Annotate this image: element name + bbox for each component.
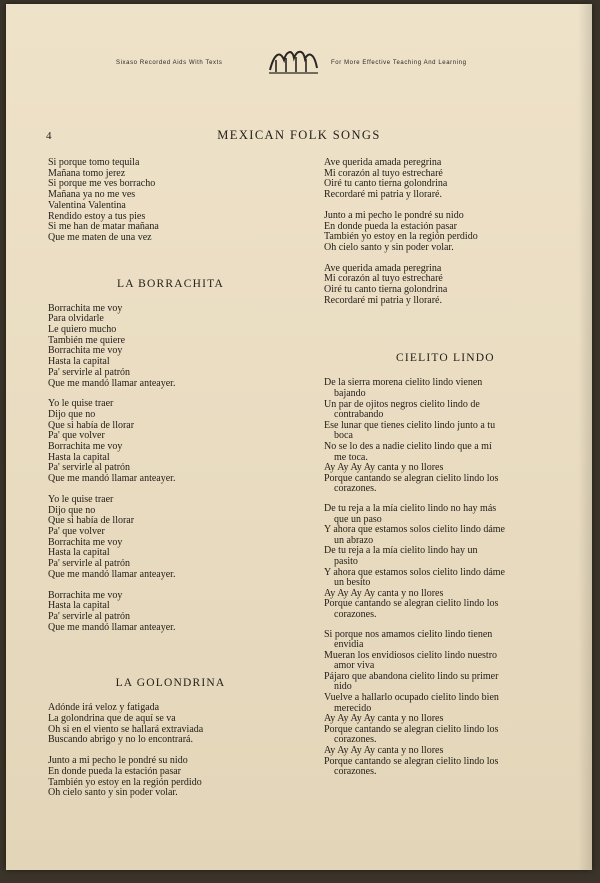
lyric-line bbox=[324, 693, 571, 714]
golondrina-cont-verse-1 bbox=[324, 158, 571, 201]
lyric-line bbox=[324, 568, 571, 589]
lyric-line: Pa' servirle al patrón bbox=[48, 610, 131, 622]
lyric-line: Borrachita me voy bbox=[48, 441, 123, 453]
lyric-line bbox=[324, 400, 571, 421]
lyric-line: Borrachita me voy bbox=[48, 345, 123, 357]
lyric-line: Oh cielo santo y sin poder volar. bbox=[324, 241, 454, 253]
lyric-line-text: De tu reja a la mía cielito lindo no hay más bbox=[324, 502, 497, 514]
lyric-line: Pa' que volver bbox=[48, 430, 105, 442]
lyric-line bbox=[324, 504, 571, 525]
lyric-line: En donde pueda la estación pasar bbox=[324, 220, 458, 232]
lyric-line: Que me mandó llamar anteayer. bbox=[48, 377, 176, 389]
lyric-line: Valentina Valentina bbox=[48, 199, 126, 211]
page-title: MEXICAN FOLK SONGS bbox=[217, 128, 381, 142]
lyric-line-text: Y ahora que estamos solos cielito lindo dáme bbox=[324, 566, 505, 578]
lyric-line-continuation: un besito bbox=[334, 577, 371, 589]
lyric-line-text: De la sierra morena cielito lindo vienen bbox=[324, 377, 483, 389]
lyric-line: También yo estoy en la región perdido bbox=[324, 231, 478, 243]
lyric-line: Junto a mi pecho le pondré su nido bbox=[48, 755, 188, 767]
golondrina-cont-verse-3 bbox=[324, 264, 571, 307]
lyric-line: También yo estoy en la región perdido bbox=[48, 776, 202, 788]
lyric-line: Dijo que no bbox=[48, 504, 96, 516]
lyric-line: Que me mandó llamar anteayer. bbox=[48, 568, 176, 580]
header-left-text: Sixaso Recorded Aids With Texts bbox=[116, 60, 223, 66]
header-right-text: For More Effective Teaching And Learning bbox=[331, 60, 467, 66]
lyric-line-continuation: envidia bbox=[334, 639, 364, 651]
lyric-line-continuation: corazones. bbox=[334, 608, 377, 620]
lyric-line: Borrachita me voy bbox=[48, 589, 123, 601]
lyric-line-text: Y ahora que estamos solos cielito lindo dáme bbox=[324, 524, 505, 536]
cielito-verse-2 bbox=[324, 504, 571, 621]
lyric-line-text: Porque cantando se alegran cielito lindo los bbox=[324, 472, 499, 484]
cielito-verse-1 bbox=[324, 378, 571, 495]
lyric-line bbox=[324, 525, 571, 546]
song-title-cielito-lindo: CIELITO LINDO bbox=[396, 352, 495, 365]
lyric-line: Mi corazón al tuyo estrecharé bbox=[324, 167, 443, 179]
lyric-line-text: Porque cantando se alegran cielito lindo los bbox=[324, 723, 499, 735]
song-title-borrachita: LA BORRACHITA bbox=[116, 277, 224, 290]
page-number: 4 bbox=[46, 130, 52, 142]
lyric-line-text: Ay Ay Ay Ay canta y no llores bbox=[324, 462, 444, 474]
lyric-line-text: Ese lunar que tienes cielito lindo junto a tu bbox=[324, 419, 496, 431]
song-title-golondrina: LA GOLONDRINA bbox=[115, 677, 226, 690]
lyric-line bbox=[324, 599, 571, 620]
lyric-line: Oh cielo santo y sin poder volar. bbox=[48, 787, 178, 799]
borrachita-verse-1 bbox=[48, 304, 293, 390]
lyric-line-text: Porque cantando se alegran cielito lindo los bbox=[324, 755, 499, 767]
lyric-line: Si porque tomo tequila bbox=[48, 157, 140, 168]
lyric-line-continuation: me toca. bbox=[334, 451, 368, 463]
lyric-line: Pa' servirle al patrón bbox=[48, 366, 131, 378]
lyric-line-text: Ay Ay Ay Ay canta y no llores bbox=[324, 713, 444, 725]
lyric-line bbox=[324, 651, 571, 672]
lyric-line-continuation: boca bbox=[334, 430, 353, 442]
lyric-line: Adónde irá veloz y fatigada bbox=[48, 702, 160, 714]
lyric-line bbox=[324, 442, 571, 463]
lyric-line: Yo le quise traer bbox=[48, 398, 114, 410]
cielito-lindo-lyrics bbox=[324, 378, 571, 777]
lyric-line: Borrachita me voy bbox=[48, 536, 123, 548]
lyric-line: Mañana ya no me ves bbox=[48, 189, 136, 201]
lyric-line-continuation: amor viva bbox=[334, 660, 375, 672]
lyric-line: Si porque me ves borracho bbox=[48, 178, 156, 190]
borrachita-verse-4 bbox=[48, 591, 293, 634]
lyric-line bbox=[324, 757, 571, 778]
lyric-line-continuation: nido bbox=[334, 681, 352, 693]
lyric-line bbox=[324, 421, 571, 442]
lyric-line: La golondrina que de aquí se va bbox=[48, 713, 176, 725]
golondrina-verse-2 bbox=[48, 756, 293, 799]
lyric-line bbox=[324, 725, 571, 746]
lyric-line: Pa' servirle al patrón bbox=[48, 462, 131, 474]
lyric-line-text: Pájaro que abandona cielito lindo su primer bbox=[324, 670, 499, 682]
lyric-line: Dijo que no bbox=[48, 408, 96, 420]
lyric-line-continuation: que un paso bbox=[334, 513, 382, 525]
lyric-line-text: Mueran los envidiosos cielito lindo nuestro bbox=[324, 649, 498, 661]
lyric-line bbox=[324, 546, 571, 567]
lyric-line: Para olvidarle bbox=[48, 313, 104, 325]
golondrina-verse-1 bbox=[48, 703, 293, 746]
cielito-verse-3 bbox=[324, 630, 571, 778]
lyric-line: Ave querida amada peregrina bbox=[324, 262, 442, 274]
lyric-line: Oh si en el viento se hallará extraviada bbox=[48, 723, 204, 735]
lyric-line: Que si había de llorar bbox=[48, 419, 135, 431]
lyric-line: Oiré tu canto tierna golondrina bbox=[324, 284, 448, 296]
lyric-line-continuation: corazones. bbox=[334, 483, 377, 495]
lyric-line-text: Ay Ay Ay Ay canta y no llores bbox=[324, 587, 444, 599]
lyric-line: Hasta la capital bbox=[48, 547, 110, 559]
lyric-line: Oiré tu canto tierna golondrina bbox=[324, 178, 448, 190]
lyric-line-continuation: contrabando bbox=[334, 409, 384, 421]
golondrina-cont-verse-2 bbox=[324, 211, 571, 254]
lyric-line: Recordaré mi patria y lloraré. bbox=[324, 294, 442, 306]
lyric-line-continuation: corazones. bbox=[334, 734, 377, 746]
right-column bbox=[324, 158, 571, 787]
lyric-line: Borrachita me voy bbox=[48, 302, 123, 314]
lyric-line: Hasta la capital bbox=[48, 356, 110, 368]
lyric-line-text: Un par de ojitos negros cielito lindo de bbox=[324, 398, 480, 410]
lyric-line: Rendido estoy a tus pies bbox=[48, 210, 146, 222]
lyric-line-continuation: un abrazo bbox=[334, 534, 374, 546]
lyric-line: Mañana tomo jerez bbox=[48, 167, 126, 179]
lyric-line: Mi corazón al tuyo estrecharé bbox=[324, 273, 443, 285]
lyric-line: Que me maten de una vez bbox=[48, 231, 152, 243]
lyric-line: Si me han de matar mañana bbox=[48, 221, 159, 233]
lyric-line-text: Ay Ay Ay Ay canta y no llores bbox=[324, 745, 444, 757]
lyric-line-text: Vuelve a hallarlo ocupado cielito lindo bien bbox=[324, 692, 499, 704]
lyric-line-continuation: pasito bbox=[334, 555, 358, 567]
lyric-line: Pa' servirle al patrón bbox=[48, 558, 131, 570]
lyric-line: Recordaré mi patria y lloraré. bbox=[324, 189, 442, 201]
lyric-line bbox=[324, 672, 571, 693]
lyric-line bbox=[324, 378, 571, 399]
lyric-line: Que me mandó llamar anteayer. bbox=[48, 473, 176, 485]
lyric-line: También me quiere bbox=[48, 334, 126, 346]
intro-verse bbox=[48, 158, 293, 244]
left-column bbox=[48, 158, 293, 809]
lyric-line: Hasta la capital bbox=[48, 600, 110, 612]
lyric-line bbox=[324, 630, 571, 651]
lyric-line: Buscando abrigo y no lo encontrará. bbox=[48, 734, 193, 746]
lyric-line-text: De tu reja a la mía cielito lindo hay un bbox=[324, 545, 478, 557]
lyric-line bbox=[324, 474, 571, 495]
lyric-line-text: Si porque nos amamos cielito lindo tienen bbox=[324, 628, 493, 640]
songbook-page bbox=[6, 4, 592, 870]
lyric-line-text: No se lo des a nadie cielito lindo que a mí bbox=[324, 441, 492, 452]
lyric-line-continuation: bajando bbox=[334, 388, 366, 400]
lyric-line: Hasta la capital bbox=[48, 451, 110, 463]
lyric-line: Ave querida amada peregrina bbox=[324, 157, 442, 168]
lyric-line-continuation: merecido bbox=[334, 702, 372, 714]
lyric-line: Le quiero mucho bbox=[48, 324, 117, 336]
lyric-line: Pa' que volver bbox=[48, 525, 105, 537]
publisher-logo-icon bbox=[266, 46, 321, 76]
lyric-line-text: Porque cantando se alegran cielito lindo los bbox=[324, 598, 499, 610]
lyric-line: Que si había de llorar bbox=[48, 515, 135, 527]
lyric-line: Yo le quise traer bbox=[48, 493, 114, 505]
borrachita-verse-3 bbox=[48, 495, 293, 581]
lyric-line: Que me mandó llamar anteayer. bbox=[48, 621, 176, 633]
borrachita-verse-2 bbox=[48, 399, 293, 485]
lyric-line: En donde pueda la estación pasar bbox=[48, 765, 182, 777]
lyric-line: Junto a mi pecho le pondré su nido bbox=[324, 209, 464, 221]
lyric-line-continuation: corazones. bbox=[334, 766, 377, 778]
